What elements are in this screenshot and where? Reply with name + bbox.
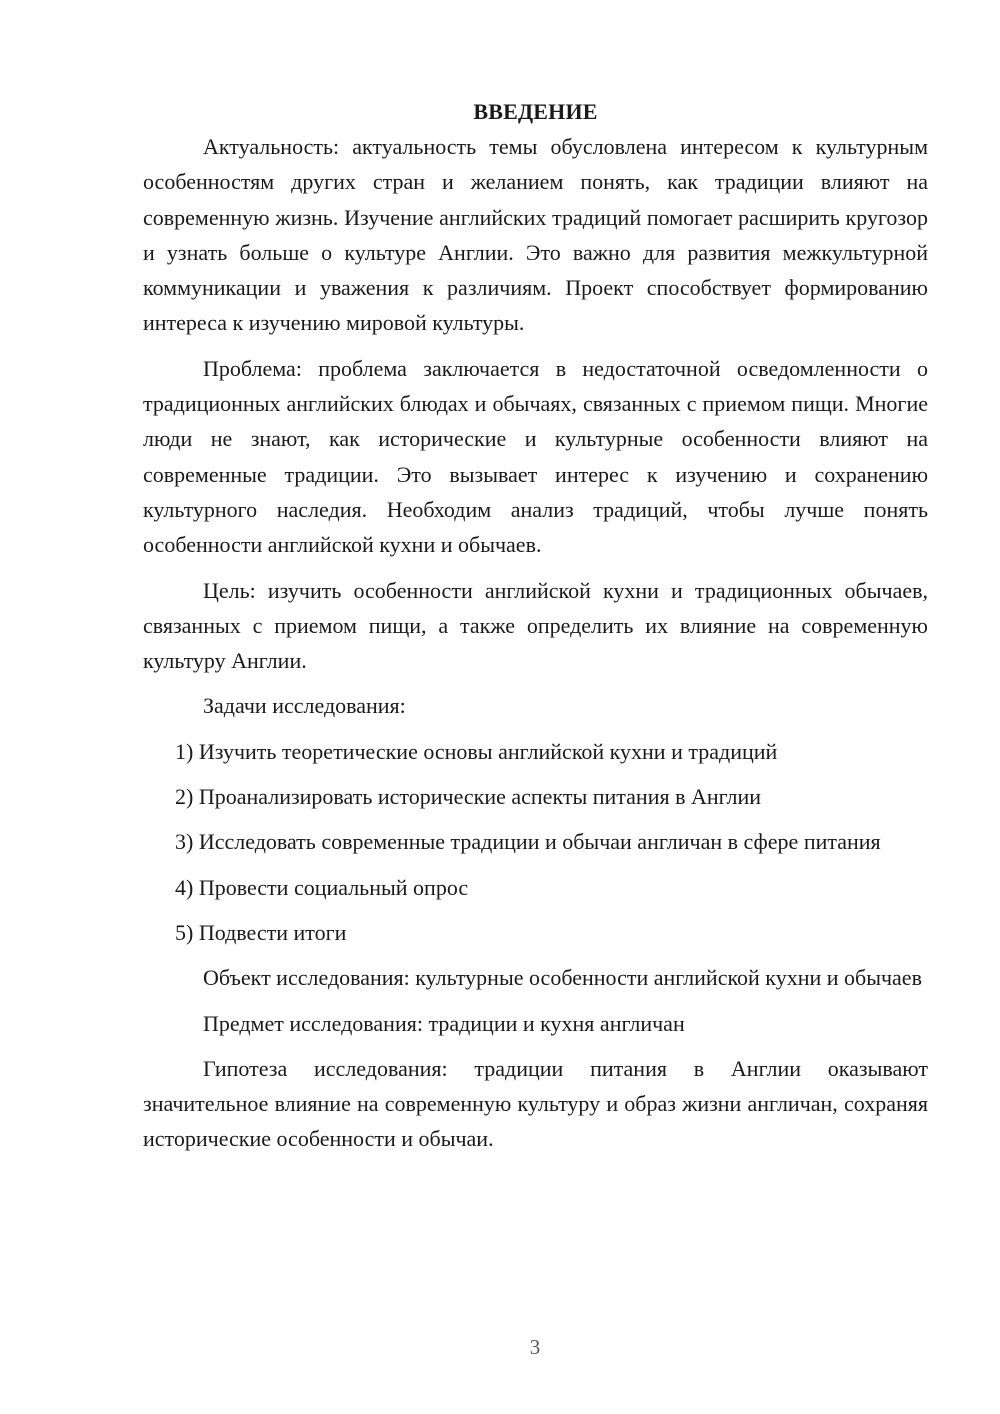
paragraph-problem: Проблема: проблема заключается в недостаточной осведомленности о традиционных английских блюдах и обычаях, связанных с приемом пищи. Многие люди не знают, как исторические и культурные особенности влияют на современные традиции. Это вызывает интерес к изучению и сохранению культурного наследия. Необходим анализ традиций, чтобы лучше понять особенности английской кухни и обычаев.: [143, 355, 928, 558]
page-number: 3: [529, 1335, 541, 1359]
paragraph-tasks-heading: Задачи исследования:: [203, 693, 406, 719]
paragraph-relevance: Актуальность: актуальность темы обусловлена интересом к культурным особенностям других стран и желанием понять, как традиции влияют на современную жизнь. Изучение английских традиций помогает расширить кругозор и узнать больше о культуре Англии. Это важно для развития межкультурной коммуникации и уважения к различиям. Проект способствует формированию интереса к изучению мировой культуры.: [143, 134, 928, 336]
task-item-4: 4) Провести социальный опрос: [175, 874, 469, 900]
paragraph-subject: Предмет исследования: традиции и кухня англичан: [203, 1010, 685, 1036]
task-item-3: 3) Исследовать современные традиции и обычаи англичан в сфере питания: [175, 829, 881, 855]
task-item-2: 2) Проанализировать исторические аспекты питания в Англии: [175, 784, 762, 810]
document-body: [143, 94, 928, 1157]
paragraph-goal: Цель: изучить особенности английской кухни и традиционных обычаев, связанных с приемом пищи, а также определить их влияние на современную культуру Англии.: [143, 577, 928, 674]
task-item-1: 1) Изучить теоретические основы английской кухни и традиций: [175, 738, 778, 764]
task-item-5: 5) Подвести итоги: [175, 919, 347, 945]
paragraph-object: Объект исследования: культурные особенности английской кухни и обычаев: [203, 965, 922, 991]
section-title: ВВЕДЕНИЕ: [473, 99, 598, 124]
paragraph-hypothesis: Гипотеза исследования: традиции питания в Англии оказывают значительное влияние на современную культуру и образ жизни англичан, сохраняя исторические особенности и обычаи.: [143, 1055, 928, 1152]
